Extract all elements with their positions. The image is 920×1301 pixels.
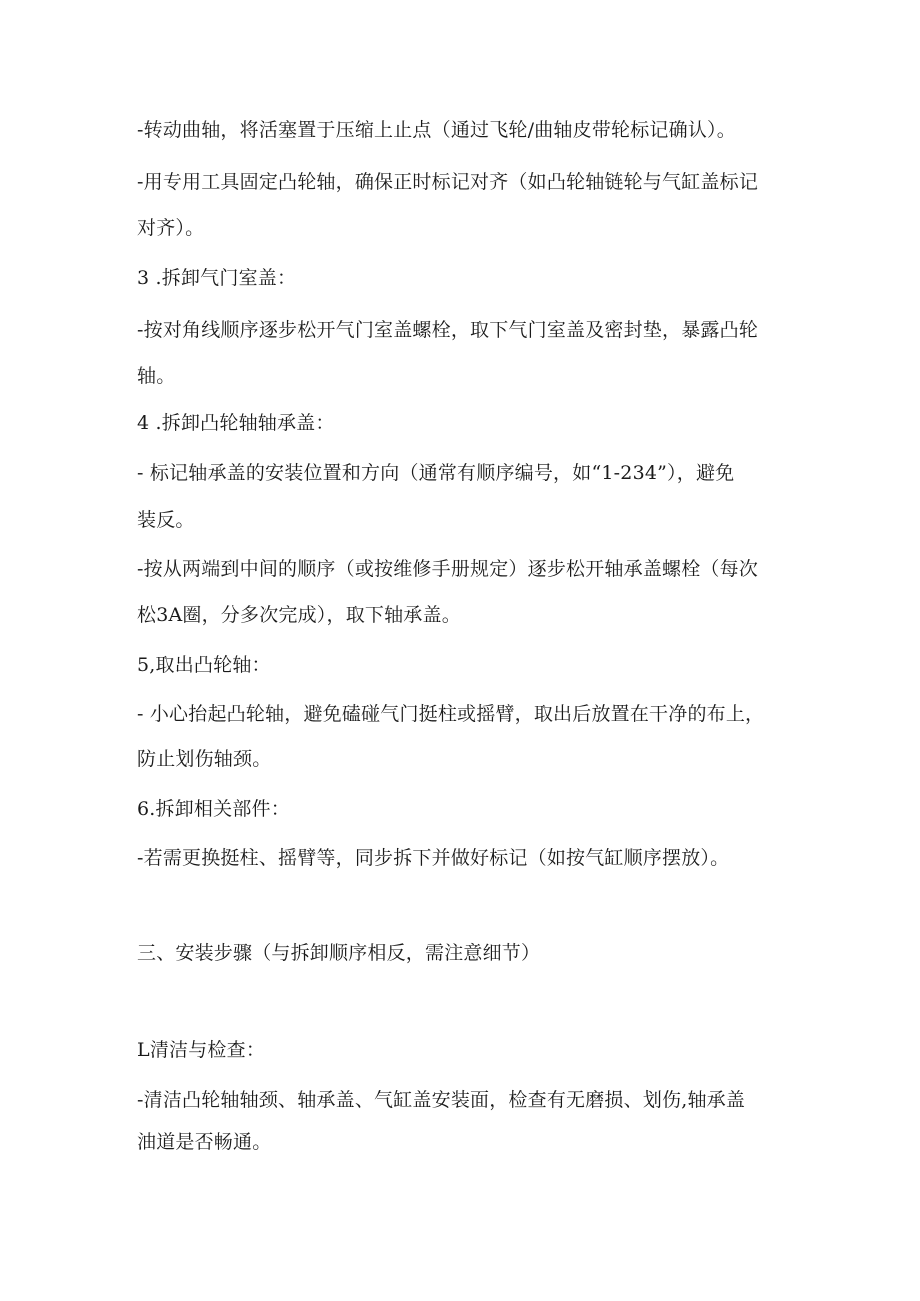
text-line: 防止划伤轴颈。 xyxy=(137,748,272,770)
chapter-heading: 三、安装步骤（与拆卸顺序相反，需注意细节） xyxy=(137,942,541,964)
text-line: 轴。 xyxy=(137,365,176,387)
text-line: 对齐）。 xyxy=(137,217,205,239)
text-line: 装反。 xyxy=(137,509,195,531)
text-line: - 标记轴承盖的安装位置和方向（通常有顺序编号，如“1-234”），避免 xyxy=(137,462,735,484)
text-line: -按对角线顺序逐步松开气门室盖螺栓，取下气门室盖及密封垫，暴露凸轮 xyxy=(137,319,759,341)
text-line: 油道是否畅通。 xyxy=(137,1131,272,1153)
section-heading: L清洁与检查： xyxy=(137,1039,266,1061)
text-line: -转动曲轴，将活塞置于压缩上止点（通过飞轮/曲轴皮带轮标记确认）。 xyxy=(137,119,736,141)
text-line: -按从两端到中间的顺序（或按维修手册规定）逐步松开轴承盖螺栓（每次 xyxy=(137,558,759,580)
text-line: -清洁凸轮轴轴颈、轴承盖、气缸盖安装面，检查有无磨损、划伤,轴承盖 xyxy=(137,1089,746,1111)
text-line: -用专用工具固定凸轮轴，确保正时标记对齐（如凸轮轴链轮与气缸盖标记 xyxy=(137,171,759,193)
section-heading: 5,取出凸轮轴： xyxy=(137,654,271,676)
section-heading: 3 .拆卸气门室盖： xyxy=(137,267,297,289)
text-line: -若需更换挺柱、摇臂等，同步拆下并做好标记（如按气缸顺序摆放）。 xyxy=(137,847,730,869)
text-line: 松3A圈，分多次完成），取下轴承盖。 xyxy=(137,604,461,626)
section-heading: 6.拆卸相关部件： xyxy=(137,798,290,820)
text-line: - 小心抬起凸轮轴，避免磕碰气门挺柱或摇臂，取出后放置在干净的布上， xyxy=(137,703,765,725)
section-heading: 4 .拆卸凸轮轴轴承盖： xyxy=(137,412,335,434)
